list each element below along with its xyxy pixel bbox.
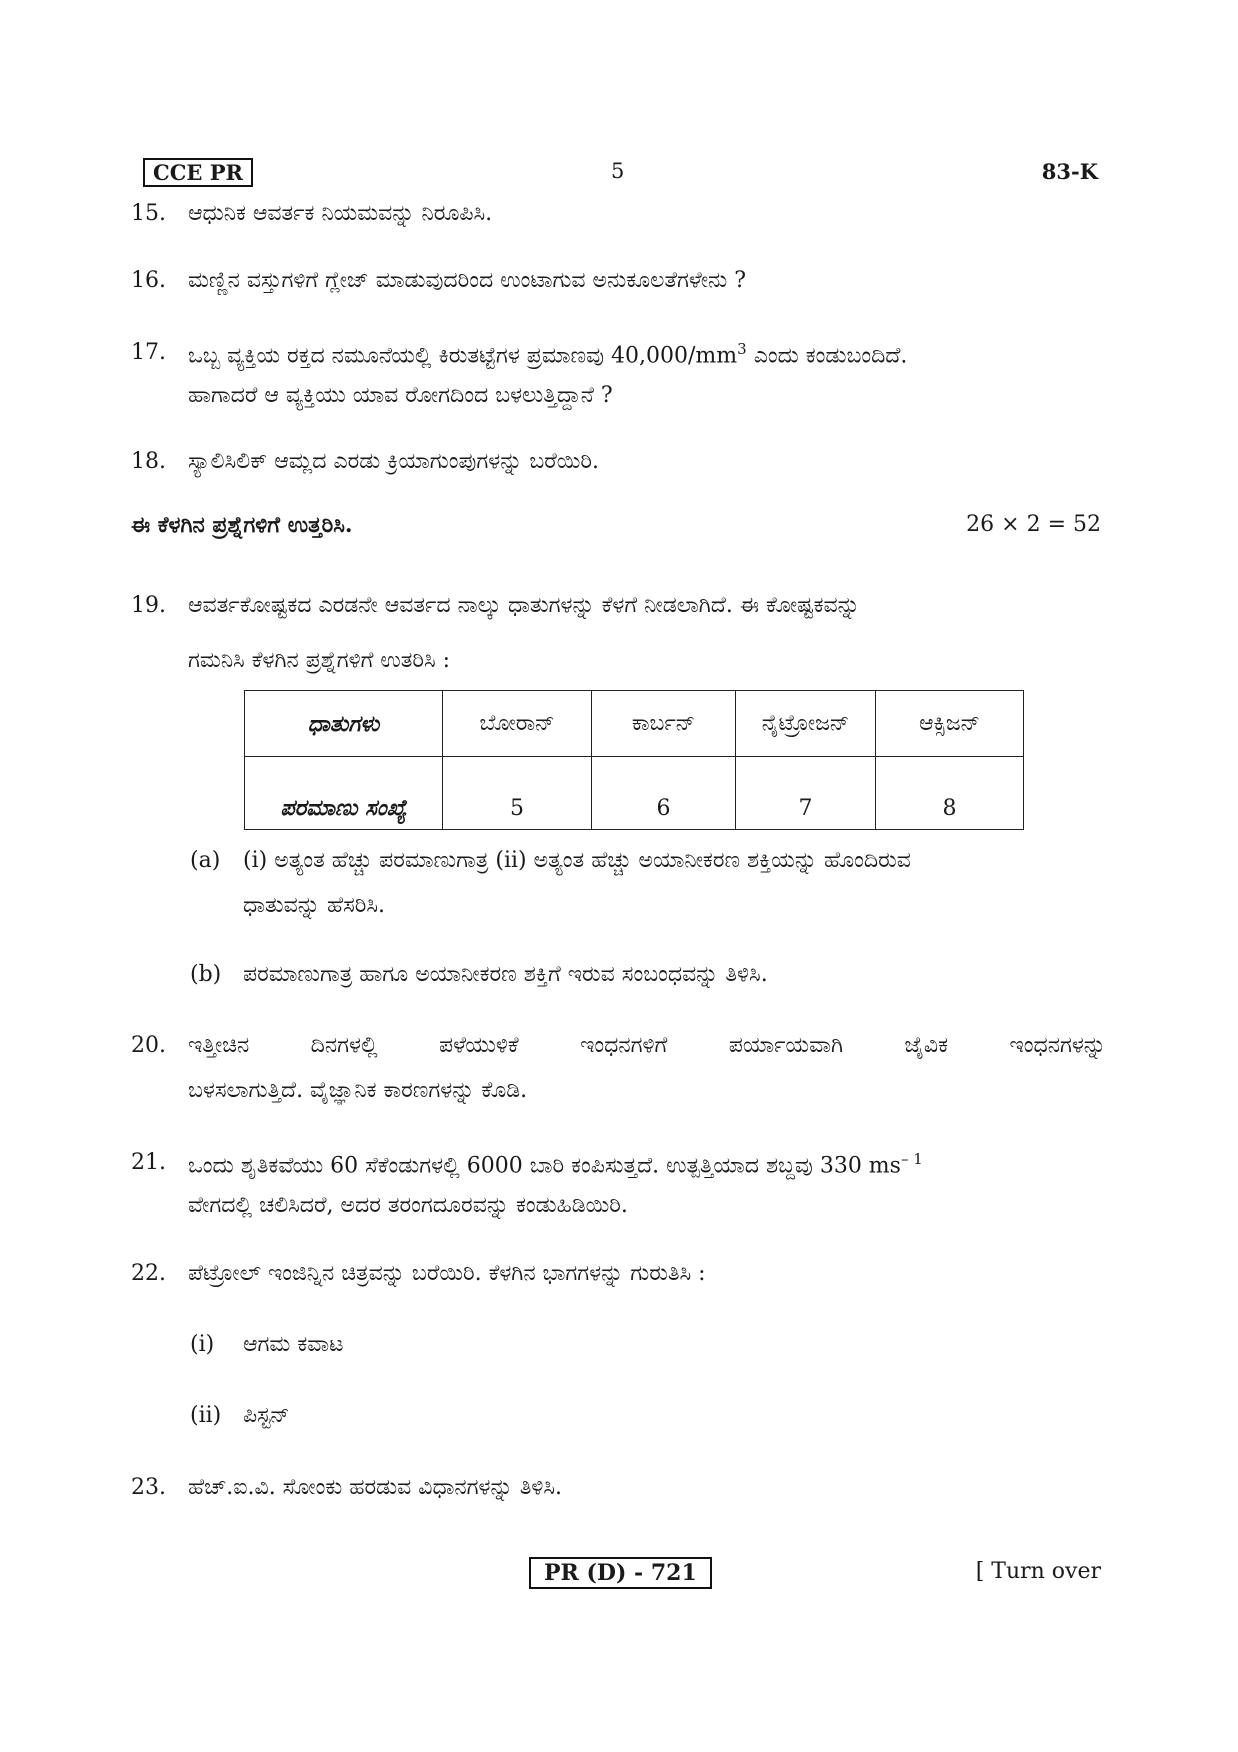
question-text: ಗಮನಿಸಿ ಕೆಳಗಿನ ಪ್ರಶ್ನೆಗಳಿಗೆ ಉತರಿಸಿ : [188, 648, 451, 673]
page-number: 5 [611, 159, 625, 183]
question-text-part: ಎಂದು ಕಂಡುಬಂದಿದೆ. [746, 343, 908, 369]
table-cell: ನೈಟ್ರೋಜನ್ [736, 691, 876, 757]
question-number: 23. [131, 1475, 166, 1500]
question-text [188, 1150, 923, 1178]
question-text: ಬಳಸಲಾಗುತ್ತಿದೆ. ವೈಜ್ಞಾನಿಕ ಕಾರಣಗಳನ್ನು ಕೊಡಿ. [188, 1078, 528, 1103]
question-text: ಮಣ್ಣಿನ ವಸ್ತುಗಳಿಗೆ ಗ್ಲೇಜ್ ಮಾಡುವುದರಿಂದ ಉಂಟಾಗುವ ಅನುಕೂಲತೆಗಳೇನು ? [188, 268, 747, 293]
question-number: 18. [131, 449, 166, 474]
question-text: ಹೆಚ್.ಐ.ವಿ. ಸೋಂಕು ಹರಡುವ ವಿಧಾನಗಳನ್ನು ತಿಳಿಸಿ. [188, 1475, 563, 1500]
question-number: 20. [131, 1033, 166, 1058]
question-text: ಆವರ್ತಕೋಷ್ಟಕದ ಎರಡನೇ ಆವರ್ತದ ನಾಲ್ಕು ಧಾತುಗಳನ್ನು ಕೆಳಗೆ ನೀಡಲಾಗಿದೆ. ಈ ಕೋಷ್ಟಕವನ್ನು [188, 593, 860, 618]
question-number: 21. [131, 1150, 166, 1175]
question-number: 15. [131, 201, 166, 226]
sub-question-text: ಧಾತುವನ್ನು ಹೆಸರಿಸಿ. [243, 893, 386, 918]
table-cell: 8 [876, 757, 1024, 830]
section-instruction: ಈ ಕೆಳಗಿನ ಪ್ರಶ್ನೆಗಳಿಗೆ ಉತ್ತರಿಸಿ. [131, 512, 353, 538]
turn-over-note: [ Turn over [975, 1559, 1101, 1584]
sub-question-text: ಪಿಸ್ಟನ್ [243, 1403, 290, 1428]
question-number: 22. [131, 1261, 166, 1286]
question-text: ಆಧುನಿಕ ಆವರ್ತಕ ನಿಯಮವನ್ನು ನಿರೂಪಿಸಿ. [188, 201, 493, 226]
header-course-code: CCE PR [143, 158, 253, 187]
sub-question-label: (a) [190, 848, 221, 873]
table-row-header: ಪರಮಾಣು ಸಂಖ್ಯೆ [245, 757, 443, 830]
table-cell: ಆಕ್ಸಿಜನ್ [876, 691, 1024, 757]
question-text: ಹಾಗಾದರೆ ಆ ವ್ಯಕ್ತಿಯು ಯಾವ ರೋಗದಿಂದ ಬಳಲುತ್ತಿದ್ದಾನೆ ? [188, 383, 613, 408]
question-number: 19. [131, 593, 166, 618]
question-text: ವೇಗದಲ್ಲಿ ಚಲಿಸಿದರೆ, ಅದರ ತರಂಗದೂರವನ್ನು ಕಂಡುಹಿಡಿಯಿರಿ. [188, 1193, 628, 1218]
question-text-part: ಒಂದು ಶೃತಿಕವೆಯು 60 ಸೆಕೆಂಡುಗಳಲ್ಲಿ 6000 ಬಾರಿ ಕಂಪಿಸುತ್ತದೆ. ಉತ್ಪತ್ತಿಯಾದ ಶಬ್ದವು 330 ms [188, 1153, 901, 1179]
sub-question-text: ಪರಮಾಣುಗಾತ್ರ ಹಾಗೂ ಅಯಾನೀಕರಣ ಶಕ್ತಿಗೆ ಇರುವ ಸಂಬಂಧವನ್ನು ತಿಳಿಸಿ. [243, 962, 768, 987]
question-number: 17. [131, 340, 166, 365]
table-cell: ಬೋರಾನ್ [443, 691, 592, 757]
superscript: 3 [737, 340, 747, 358]
question-number: 16. [131, 268, 166, 293]
sub-question-text: (i) ಅತ್ಯಂತ ಹೆಚ್ಚು ಪರಮಾಣುಗಾತ್ರ (ii) ಅತ್ಯಂತ ಹೆಚ್ಚು ಅಯಾನೀಕರಣ ಶಕ್ತಿಯನ್ನು ಹೊಂದಿರುವ [243, 848, 911, 873]
sub-question-label: (ii) [190, 1403, 222, 1428]
question-text-part: ಒಬ್ಬ ವ್ಯಕ್ತಿಯ ರಕ್ತದ ನಮೂನೆಯಲ್ಲಿ ಕಿರುತಟ್ಟೆಗಳ ಪ್ರಮಾಣವು 40,000/mm [188, 343, 738, 369]
sub-question-text: ಆಗಮ ಕವಾಟ [243, 1332, 344, 1357]
sub-question-label: (b) [190, 962, 222, 987]
question-text: ಸ್ಯಾಲಿಸಿಲಿಕ್ ಆಮ್ಲದ ಎರಡು ಕ್ರಿಯಾಗುಂಪುಗಳನ್ನು ಬರೆಯಿರಿ. [188, 449, 600, 474]
question-text: ಇತ್ತೀಚಿನ ದಿನಗಳಲ್ಲಿ ಪಳೆಯುಳಿಕೆ ಇಂಧನಗಳಿಗೆ ಪರ್ಯಾಯವಾಗಿ ಜೈವಿಕ ಇಂಧನಗಳನ್ನು [188, 1033, 1106, 1058]
elements-table [244, 690, 1024, 830]
table-cell: ಕಾರ್ಬನ್ [592, 691, 736, 757]
table-row-header: ಧಾತುಗಳು [245, 691, 443, 757]
question-text: ಪೆಟ್ರೋಲ್ ಇಂಜಿನ್ನಿನ ಚಿತ್ರವನ್ನು ಬರೆಯಿರಿ. ಕೆಳಗಿನ ಭಾಗಗಳನ್ನು ಗುರುತಿಸಿ : [188, 1261, 706, 1286]
superscript: – 1 [900, 1150, 923, 1168]
table-cell: 7 [736, 757, 876, 830]
paper-code: 83-K [1041, 159, 1098, 184]
section-marks: 26 × 2 = 52 [966, 512, 1101, 537]
table-cell: 5 [443, 757, 592, 830]
question-text [188, 340, 907, 368]
footer-paper-code: PR (D) - 721 [529, 1557, 712, 1589]
table-cell: 6 [592, 757, 736, 830]
sub-question-label: (i) [190, 1332, 215, 1357]
